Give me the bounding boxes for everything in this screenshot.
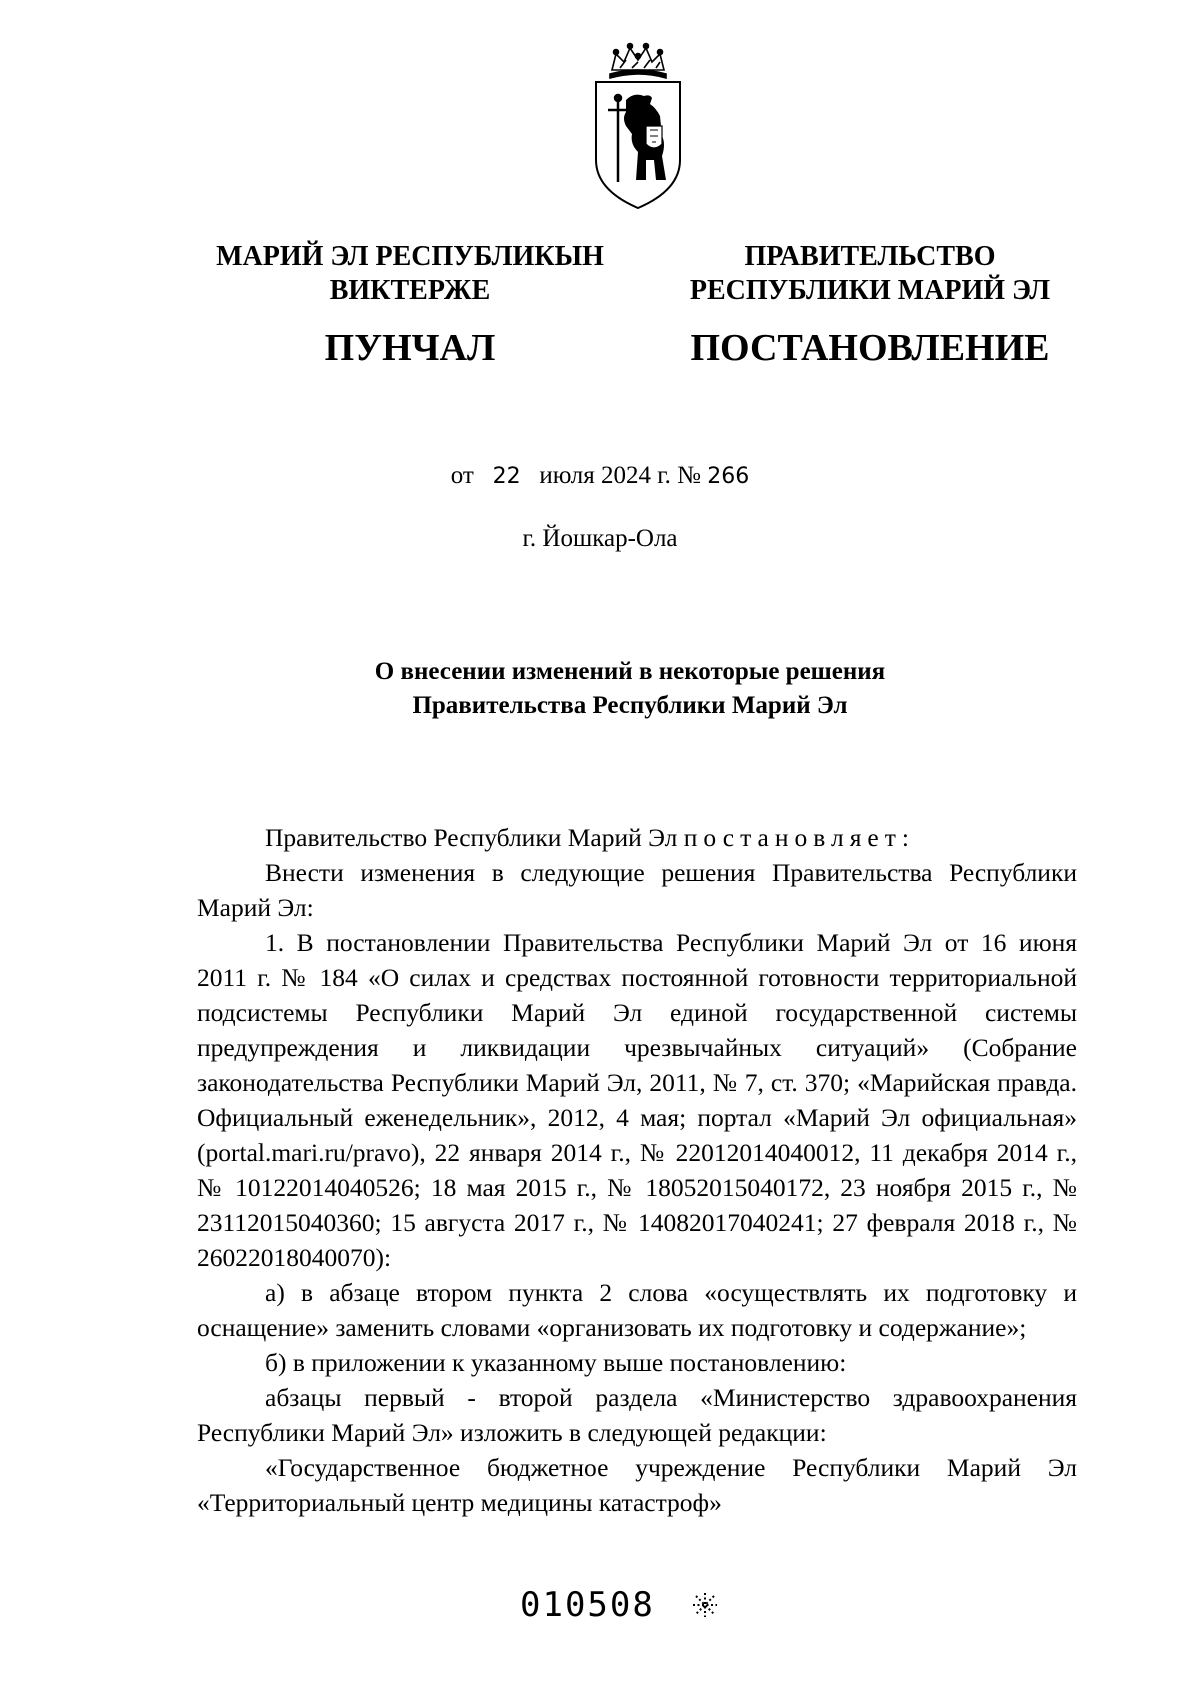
header-left <box>180 240 640 370</box>
body-paragraph-4: а) в абзаце втором пункта 2 слова «осуществлять их подготовку и оснащение» заменить словами «организовать их подготовку и содержание»; <box>197 1278 1077 1342</box>
header-right <box>670 240 1070 370</box>
body-paragraph-1 <box>197 820 1077 855</box>
body-paragraph-2: Внести изменения в следующие решения Правительства Республики Марий Эл: <box>197 858 1077 922</box>
body-paragraph-7: «Государственное бюджетное учреждение Республики Марий Эл «Территориальный центр медицины катастроф» <box>197 1453 1077 1517</box>
header-right-line1: ПРАВИТЕЛЬСТВО <box>744 241 996 272</box>
document-title <box>180 655 1080 723</box>
date-line <box>0 462 1200 490</box>
date-month-year: июля 2024 г. № <box>539 462 702 489</box>
serial-number: 010508 <box>520 1585 655 1625</box>
header-left-line2: ВИКТЕРЖЕ <box>329 275 491 306</box>
document-body <box>197 820 1077 1520</box>
city-line: г. Йошкар-Ола <box>522 525 678 552</box>
resolution-lead: Правительство Республики Марий Эл <box>265 823 678 852</box>
header-right-doc-type: ПОСТАНОВЛЕНИЕ <box>690 327 1050 369</box>
date-prefix: от <box>450 462 474 489</box>
resolution-verb: постановляет: <box>683 823 915 852</box>
document-title-line2: Правительства Республики Марий Эл <box>412 692 848 719</box>
document-number: 266 <box>707 464 750 489</box>
header-right-line2: РЕСПУБЛИКИ МАРИЙ ЭЛ <box>689 275 1051 306</box>
document-title-line1: О внесении изменений в некоторые решения <box>374 658 886 685</box>
coat-of-arms-emblem <box>590 40 686 210</box>
body-paragraph-3: 1. В постановлении Правительства Республики Марий Эл от 16 июня 2011 г. № 184 «О силах и средствах постоянной готовности территориальной подсистемы Республики Марий Эл единой государственной системы предупреждения и ликвидации чрезвычайных ситуаций» (Собрание законодательства Республики Марий Эл, 2011, № 7, ст. 370; «Марийская правда. Официальный еженедельник», 2012, 4 мая; портал «Марий Эл официальная» (portal.mari.ru/pravo), 22 января 2014 г., № 22012014040012, 11 декабря 2014 г., № 10122014040526; 18 мая 2015 г., № 18052015040172, 23 ноября 2015 г., № 23112015040360; 15 августа 2017 г., № 14082017040241; 27 февраля 2018 г., № 26022018040070): <box>197 928 1077 1272</box>
date-day: 22 <box>492 464 521 489</box>
body-paragraph-5: б) в приложении к указанному выше постановлению: <box>265 1348 847 1377</box>
header-left-doc-type: ПУНЧАЛ <box>324 327 496 369</box>
header-left-line1: МАРИЙ ЭЛ РЕСПУБЛИКЫН <box>216 241 604 272</box>
asterisk-mark-icon <box>690 1590 720 1620</box>
body-paragraph-6: абзацы первый - второй раздела «Министерство здравоохранения Республики Марий Эл» изложить в следующей редакции: <box>197 1383 1077 1447</box>
